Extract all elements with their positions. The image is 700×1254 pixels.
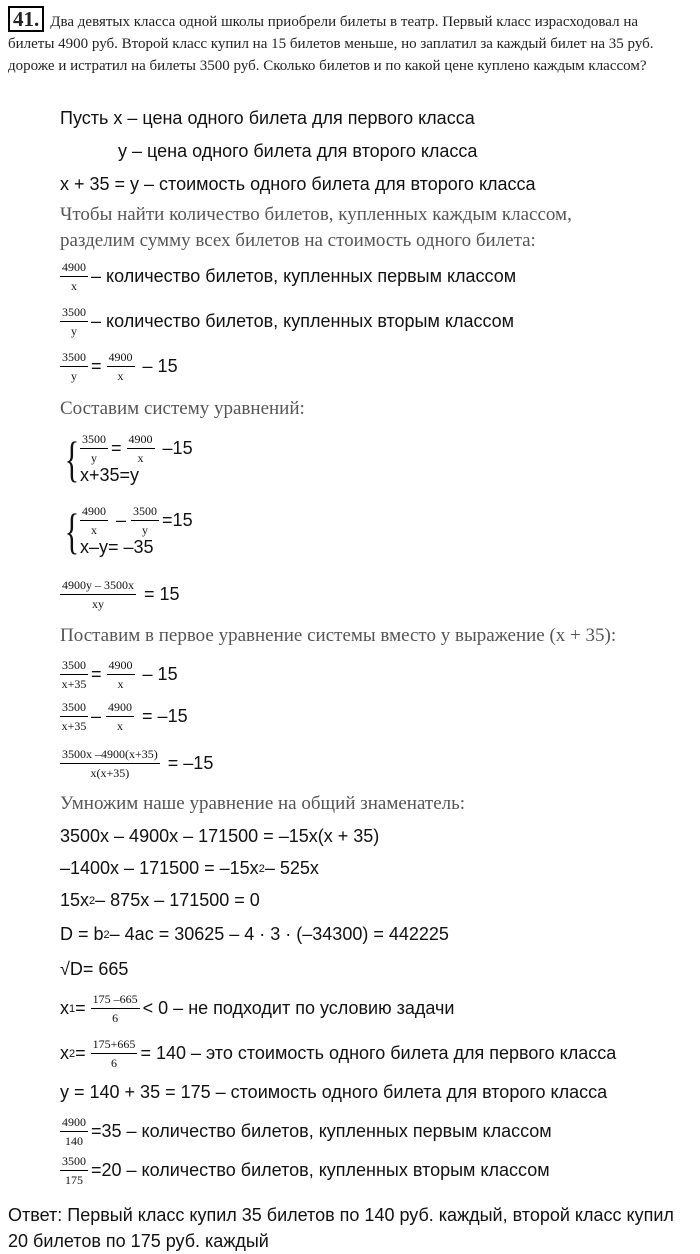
price-second: y = 140 + 35 = 175 – стоимость одного билета для второго класса (60, 1082, 608, 1102)
root-x2: x 2 = $\frac{175+665}{6}$ = 140 – это стоимость одного билета для первого класса (60, 1037, 617, 1070)
tickets-first: $\frac{4900}{x}$ – количество билетов, купленных первым классом (62, 260, 517, 293)
explain-2: разделим сумму всех билетов на стоимость одного билета: (60, 230, 536, 251)
line-x35: x + 35 = y – стоимость одного билета для второго класса (60, 174, 536, 194)
answer: Ответ: Первый класс купил 35 билетов по 140 руб. каждый, второй класс купил 20 билетов по 175 руб. каждый (8, 1205, 674, 1251)
step-3: 15x 2 – 875x – 171500 = 0 (60, 890, 260, 910)
tickets-second: $\frac{3500}{y}$ – количество билетов, купленных вторым классом (62, 305, 515, 338)
system-heading: Составим систему уравнений: (60, 398, 305, 419)
equation-sub-3: $\frac{3500x -4900(x+35)}{x(x+35)}$ = –15 (62, 747, 214, 780)
equation-sub-2: $\frac{3500}{x+35}$ – $\frac{4900}{x}$ = –15 (61, 700, 188, 733)
discriminant: D = b 2 – 4ac = 30625 – 4 · 3 · (–34300) = 442225 (60, 924, 449, 944)
problem-statement (8, 6, 688, 77)
line-let-x: Пусть x – цена одного билета для первого класса (60, 108, 475, 128)
problem-text: Два девятых класса одной школы приобрели билеты в театр. Первый класс израсходовал на билеты 4900 руб. Второй класс купил на 15 билетов меньше, но заплатил за каждый билет на 35 руб. дороже и истратил на билеты 3500 руб. Сколько билетов и по какой цене куплено каждым классом? (8, 14, 654, 74)
equation-combined: $\frac{4900y - 3500x}{xy}$ = 15 (62, 578, 180, 611)
equation-main: $\frac{3500}{y}$ = $\frac{4900}{x}$ – 15 (62, 350, 178, 383)
system-1: { $\frac{3500}{y}$ = $\frac{4900}{x}$ –15 x+35=y (64, 431, 193, 487)
fraction: $\frac{3500}{y}$ (62, 305, 86, 338)
root-x1: x 1 = $\frac{175 -665}{6}$ < 0 – не подходит по условию задачи (60, 992, 455, 1025)
problem-number: 41. (8, 6, 44, 32)
count-second: $\frac{3500}{175}$ =20 – количество билетов, купленных вторым классом (62, 1154, 550, 1187)
multiply-heading: Умножим наше уравнение на общий знаменатель: (60, 793, 466, 814)
step-1: 3500x – 4900x – 171500 = –15x(x + 35) (60, 826, 380, 846)
count-first: $\frac{4900}{140}$ =35 – количество билетов, купленных первым классом (62, 1115, 552, 1148)
step-2: –1400x – 171500 = –15x 2 – 525x (60, 858, 319, 878)
sqrt-d: √D= 665 (60, 959, 129, 979)
explain-1: Чтобы найти количество билетов, купленных каждым классом, (60, 204, 572, 225)
equation-sub-1: $\frac{3500}{x+35}$ = $\frac{4900}{x}$ – 15 (61, 658, 178, 691)
fraction: $\frac{4900}{x}$ (62, 260, 86, 293)
system-2: { $\frac{4900}{x}$ – $\frac{3500}{y}$ =15 x–y= –35 (64, 503, 193, 559)
line-let-y: y – цена одного билета для второго класса (118, 141, 478, 161)
substitute-heading: Поставим в первое уравнение системы вместо y выражение (x + 35): (60, 625, 617, 646)
